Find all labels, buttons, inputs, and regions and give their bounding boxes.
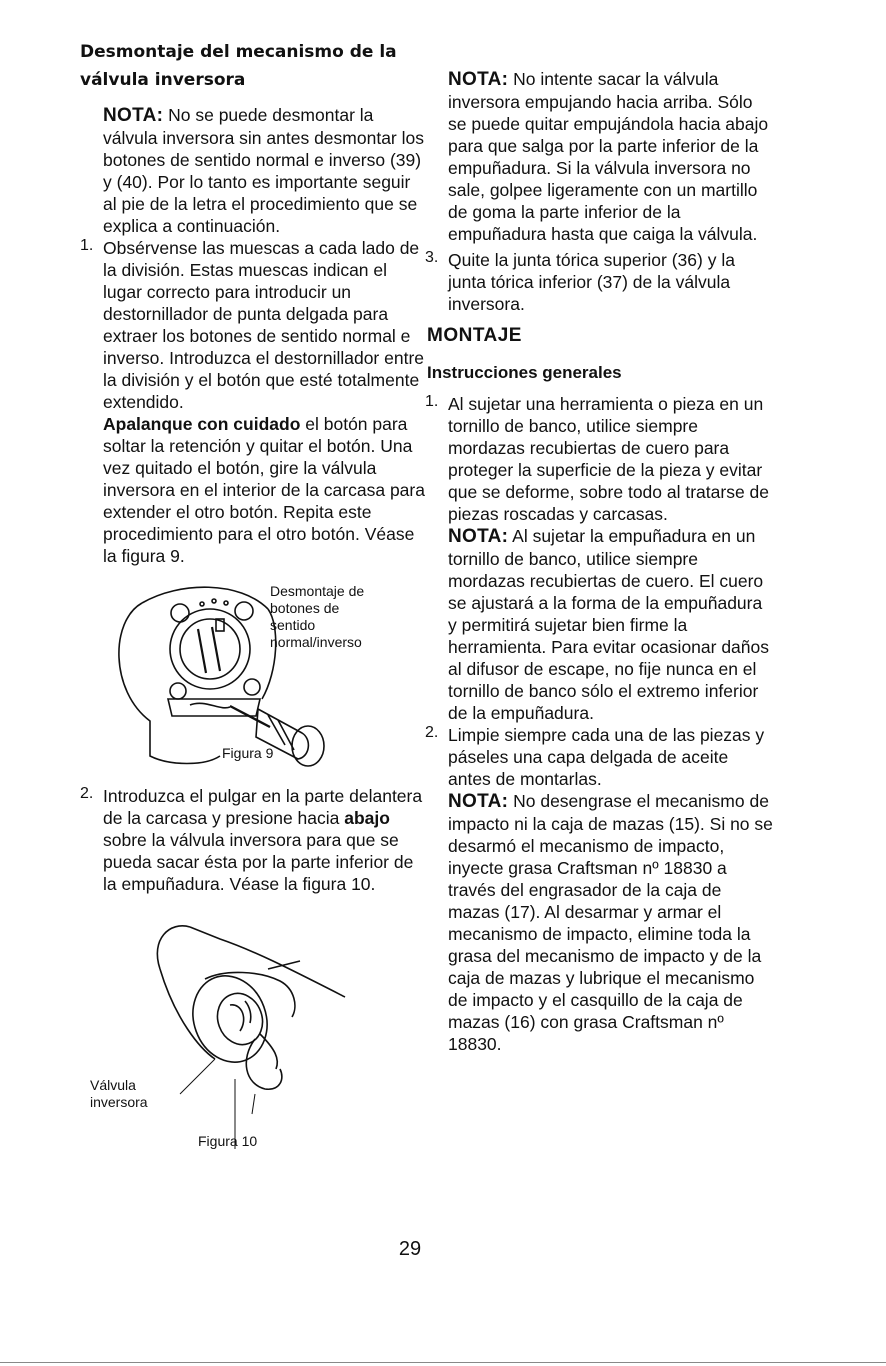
- figure-9: [80, 581, 425, 771]
- step-3: [425, 249, 775, 315]
- note-label: NOTA:: [448, 526, 509, 547]
- step-text: Quite la junta tórica superior (36) y la junta tórica inferior (37) de la válvula inversora.: [448, 250, 735, 314]
- figure-9-label-line1: Desmontaje de: [270, 583, 365, 599]
- left-column: [80, 38, 425, 1149]
- pry-text: el botón para soltar la retención y quitar el botón. Una vez quitado el botón, gire la válvula inversora en el interior de la carcasa para extender el otro botón. Repita este procedimiento para el otro botón. Véase la figura 9.: [103, 414, 425, 566]
- section-heading: [80, 38, 425, 94]
- figure-9-caption: Figura 9: [222, 745, 274, 761]
- figure-10-label-line1: Válvula: [90, 1077, 136, 1093]
- assembly-step-1: [425, 393, 775, 724]
- figure-9-label-line3: sentido: [270, 617, 316, 633]
- note-text: No desengrase el mecanismo de impacto ni la caja de mazas (15). Si no se desarmó el mecanismo de impacto, inyecte grasa Craftsman nº 18830 a través del engrasador de la caja de mazas (17). Al desarmar y armar el mecanismo de impacto, elimine toda la grasa del mecanismo de impacto y de la caja de mazas y lubrique el mecanismo de impacto y el casquillo de la caja de mazas (16) con grasa Craftsman nº 18830.: [448, 791, 773, 1054]
- note-label: NOTA:: [448, 791, 509, 812]
- note-label: NOTA:: [103, 105, 164, 126]
- section-heading-line1: Desmontaje del mecanismo de la: [80, 42, 397, 62]
- note-text: No intente sacar la válvula inversora empujando hacia arriba. Sólo se puede quitar empujándola hacia abajo para que salga por la parte inferior de la empuñadura. Si la válvula inversora no sale, golpee ligeramente con un martillo de goma la parte inferior de la empuñadura hasta que caiga la válvula.: [448, 69, 769, 244]
- assembly-step-2: [425, 724, 775, 1055]
- figure-10-label: [90, 1077, 148, 1111]
- general-instructions-heading: Instrucciones generales: [427, 363, 622, 382]
- pry-paragraph: [103, 413, 425, 567]
- step-2: [80, 785, 425, 895]
- figure-9-label: [270, 583, 364, 651]
- figure-9-label-line4: normal/inverso: [270, 634, 362, 650]
- step-number: 1.: [425, 393, 439, 410]
- note-3-paragraph: [448, 790, 775, 1055]
- step-text: Obsérvense las muescas a cada lado de la división. Estas muescas indican el lugar correcto para introducir un destornillador de punta delgada para extraer los botones de sentido normal e inverso. Introduzca el destornillador entre la división y el botón que esté totalmente extendido.: [103, 238, 425, 412]
- step-number: 2.: [425, 724, 439, 741]
- step-2-text-post: sobre la válvula inversora para que se pueda sacar ésta por la parte inferior de la empuñadura. Véase la figura 10.: [103, 830, 414, 894]
- reversing-valve-illustration: [80, 909, 380, 1149]
- section-heading-line2: válvula inversora: [80, 70, 246, 90]
- note-1-paragraph: [425, 68, 775, 245]
- step-text: Limpie siempre cada una de las piezas y páseles una capa delgada de aceite antes de montarlas.: [448, 725, 765, 789]
- step-2-emphasis: abajo: [344, 808, 390, 828]
- note-text: Al sujetar la empuñadura en un tornillo de banco, utilice siempre mordazas recubiertas de cuero. El cuero se ajustará a la forma de la empuñadura y permitirá sujetar bien firme la herramienta. Para evitar ocasionar daños al difusor de escape, no fije nunca en el tornillo de banco sólo el extremo inferior de la empuñadura.: [448, 526, 770, 723]
- figure-10-caption: Figura 10: [198, 1133, 258, 1149]
- step-2-text-pre: Introduzca el pulgar en la parte delantera de la carcasa y presione hacia: [103, 786, 423, 828]
- figure-9-label-line2: botones de: [270, 600, 340, 616]
- step-1: [80, 237, 425, 567]
- pry-emphasis: Apalanque con cuidado: [103, 414, 301, 434]
- step-number: 3.: [425, 249, 439, 266]
- figure-10: [80, 909, 425, 1149]
- page-number: 29: [398, 1238, 422, 1260]
- step-number: 2.: [80, 785, 94, 802]
- right-column: [425, 68, 775, 1055]
- step-number: 1.: [80, 237, 94, 254]
- step-2-text: [103, 785, 425, 895]
- figure-10-label-line2: inversora: [90, 1094, 148, 1110]
- note-label: NOTA:: [448, 69, 509, 90]
- note-text: No se puede desmontar la válvula inversora sin antes desmontar los botones de sentido normal e inverso (39) y (40). Por lo tanto es importante seguir al pie de la letra el procedimiento que se explica a continuación.: [103, 105, 424, 236]
- step-text: Al sujetar una herramienta o pieza en un tornillo de banco, utilice siempre mordazas recubiertas de cuero para proteger la superficie de la pieza y evitar que se deforme, sobre todo al tratarse de piezas roscadas y carcasas.: [448, 394, 770, 524]
- note-paragraph: [80, 104, 425, 237]
- page-bottom-rule: [0, 1362, 886, 1363]
- note-2-paragraph: [448, 525, 775, 724]
- assembly-heading: MONTAJE: [427, 325, 522, 346]
